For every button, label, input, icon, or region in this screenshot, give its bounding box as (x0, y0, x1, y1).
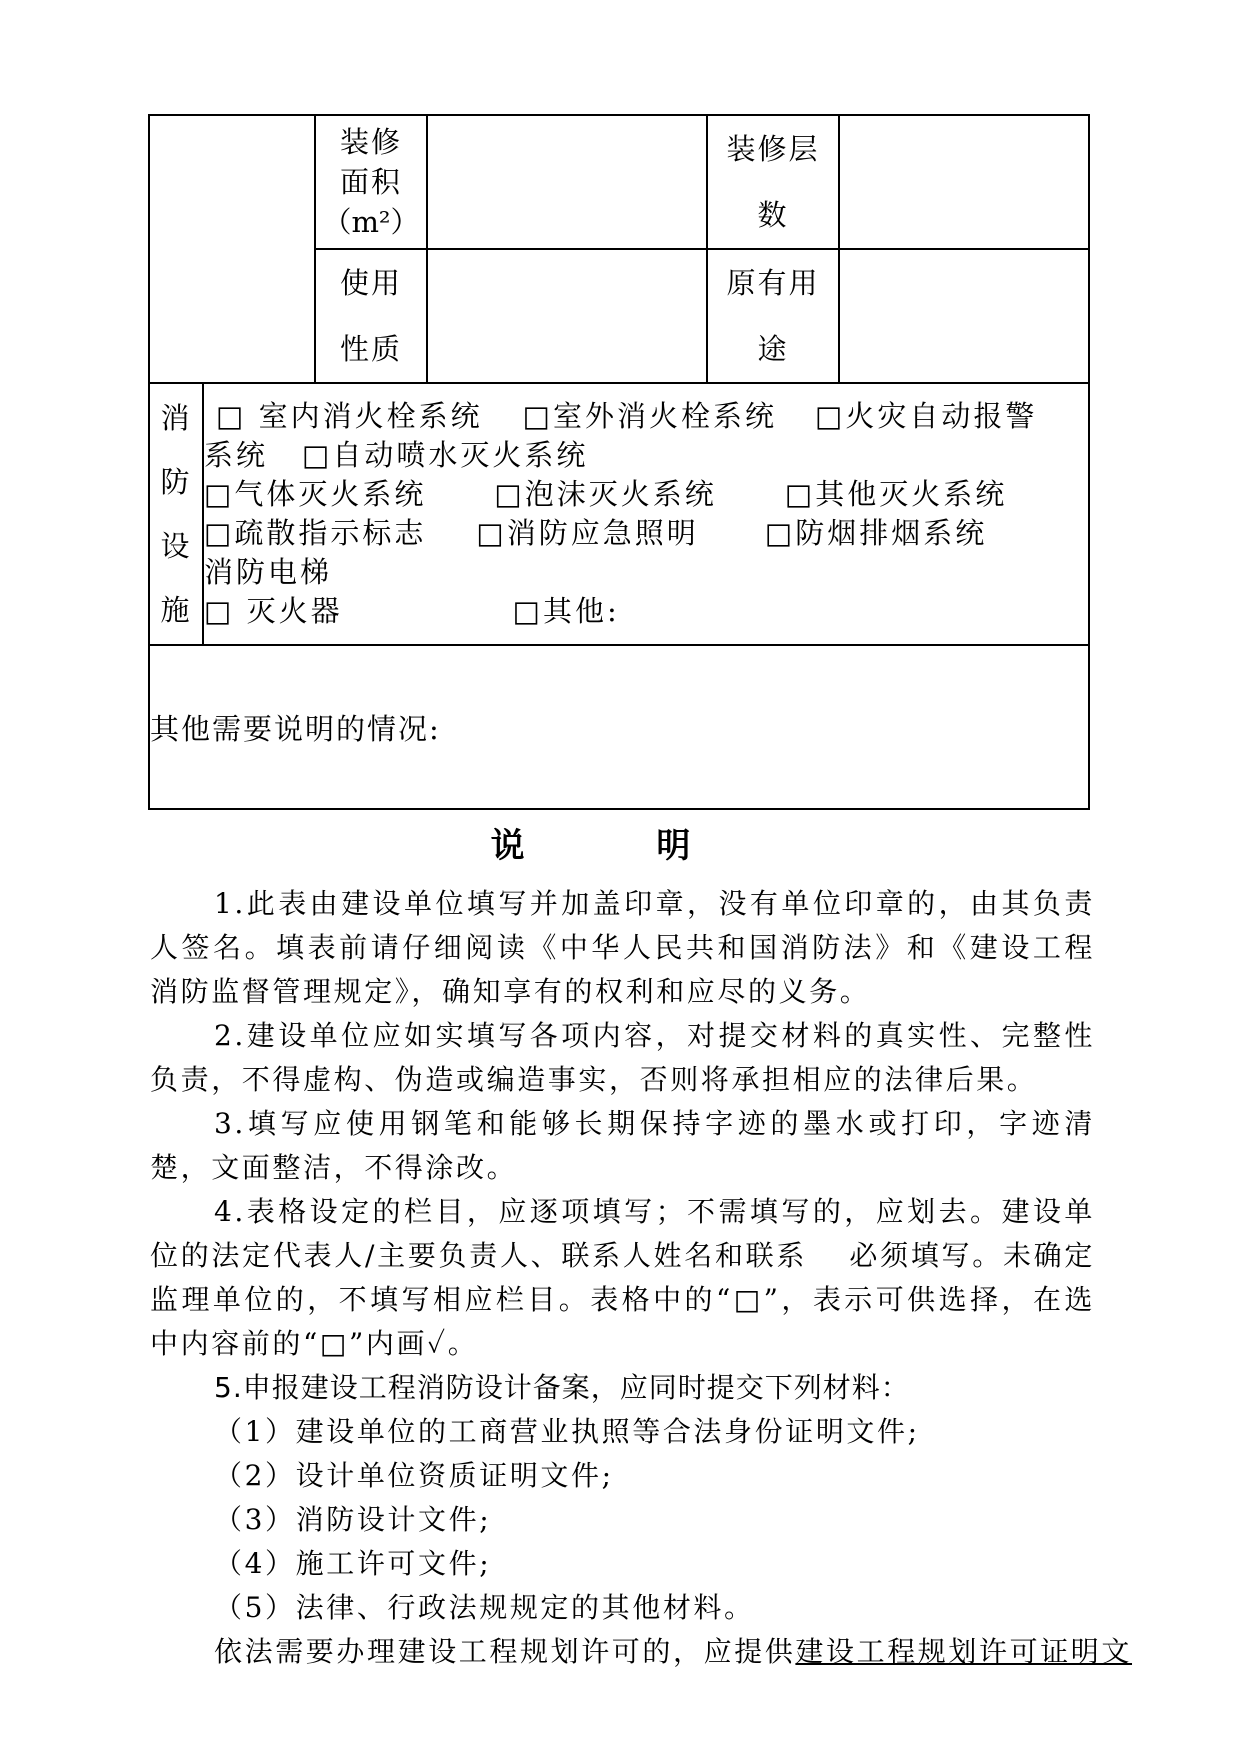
checkbox-indoor-hydrant[interactable]: □ 室内消火栓系统 (216, 399, 483, 433)
note-5-item-4: （4）施工许可文件; (214, 1547, 492, 1580)
original-use-label: 原有用 途 (707, 249, 839, 383)
checkbox-fire-alarm[interactable]: □火灾自动报警 (815, 399, 1038, 433)
checkbox-other-extinguishing[interactable]: □其他灭火系统 (784, 477, 1008, 511)
checkbox-evacuation-sign[interactable]: □疏散指示标志 (204, 516, 427, 550)
note-2: 2.建设单位应如实填写各项内容，对提交材料的真实性、完整性负责，不得虚构、伪造或编造事实，否则将承担相应的法律后果。 (150, 1019, 1095, 1096)
checkbox-emergency-lighting[interactable]: □消防应急照明 (476, 516, 699, 550)
fire-elevator-option[interactable]: 消防电梯 (204, 555, 333, 589)
checkbox-foam-extinguishing[interactable]: □泡沫灭火系统 (494, 477, 717, 511)
note-5-item-5: （5）法律、行政法规规定的其他材料。 (214, 1591, 755, 1624)
note-5-item-2: （2）设计单位资质证明文件; (214, 1459, 614, 1492)
checkbox-gas-extinguishing[interactable]: □气体灭火系统 (204, 477, 427, 511)
fire-facility-form-table (148, 114, 1090, 810)
note-4: 4.表格设定的栏目，应逐项填写；不需填写的，应划去。建设单位的法定代表人/主要负责人、联系人姓名和联系 必须填写。未确定监理单位的，不填写相应栏目。表格中的“□”，表示可供选择，在选中内容前的“□”内画✓。 (150, 1195, 1095, 1360)
checkbox-sprinkler[interactable]: □自动喷水灭火系统 (302, 438, 589, 472)
original-use-field[interactable] (839, 249, 1089, 383)
notes-body (150, 882, 1133, 1674)
fire-alarm-continued: 系统 (204, 438, 269, 472)
notes-title: 说 明 (490, 826, 751, 866)
other-notes-label: 其他需要说明的情况: (150, 711, 441, 746)
note-1: 1.此表由建设单位填写并加盖印章，没有单位印章的，由其负责人签名。填表前请仔细阅读《中华人民共和国消防法》和《建设工程消防监督管理规定》，确知享有的权利和应尽的义务。 (150, 887, 1095, 1008)
checkbox-outdoor-hydrant[interactable]: □室外消火栓系统 (522, 399, 778, 433)
decoration-area-label: 装修 面积 （m²） (315, 115, 427, 249)
fire-facilities-options (203, 383, 1089, 645)
usage-nature-field[interactable] (427, 249, 707, 383)
note-5: 5.申报建设工程消防设计备案，应同时提交下列材料： (214, 1371, 910, 1404)
decoration-area-field[interactable] (427, 115, 707, 249)
fire-facilities-label: 消 防 设 施 (149, 383, 203, 645)
note-5-item-1: （1）建设单位的工商营业执照等合法身份证明文件; (214, 1415, 920, 1448)
checkbox-smoke-exhaust[interactable]: □防烟排烟系统 (764, 516, 988, 550)
blank-cell (149, 115, 315, 383)
checkbox-other[interactable]: □其他: (512, 594, 620, 628)
note-last-line: 依法需要办理建设工程规划许可的，应提供建设工程规划许可证明文 (214, 1635, 1133, 1668)
checkbox-extinguisher[interactable]: □ 灭火器 (204, 594, 343, 628)
note-3: 3.填写应使用钢笔和能够长期保持字迹的墨水或打印，字迹清楚，文面整洁，不得涂改。 (150, 1107, 1095, 1184)
decoration-floors-label: 装修层 数 (707, 115, 839, 249)
decoration-floors-field[interactable] (839, 115, 1089, 249)
usage-nature-label: 使用 性质 (315, 249, 427, 383)
underlined-text: 建设工程规划许可证明文 (795, 1635, 1133, 1668)
note-5-item-3: （3）消防设计文件; (214, 1503, 492, 1536)
other-notes-cell[interactable] (149, 645, 1089, 809)
